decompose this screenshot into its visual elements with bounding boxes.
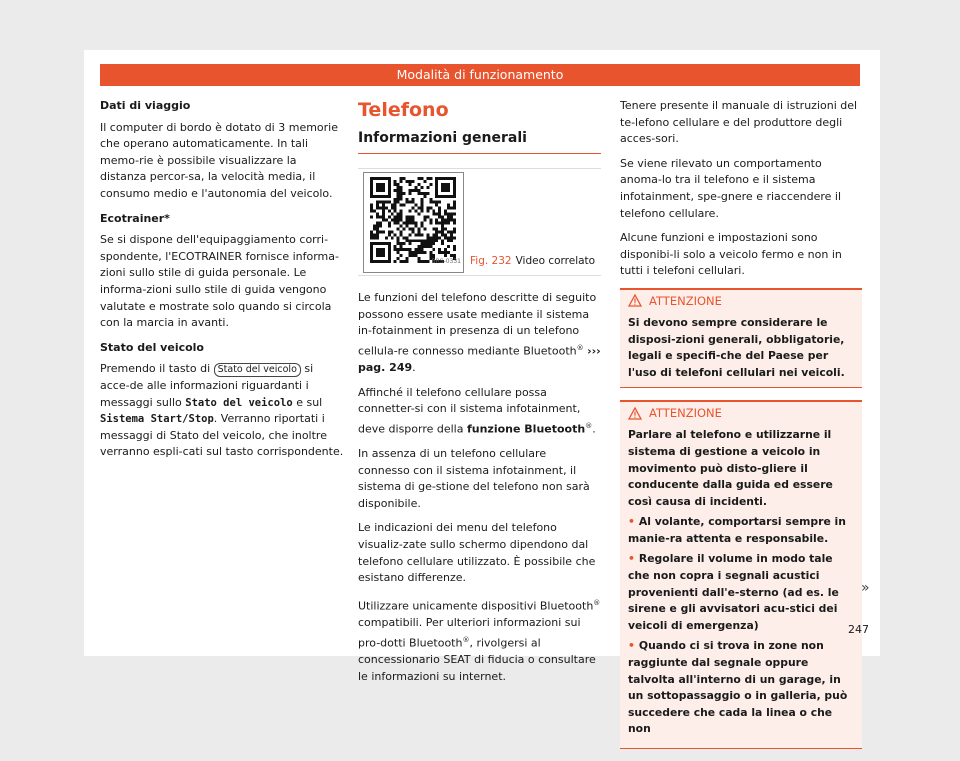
paragraph-phone-3: In assenza di un telefono cellulare connesso con il sistema infotainment, il sistema di ge-stione del telefono non sarà disponibile. [358, 447, 590, 510]
paragraph-trip-data: Il computer di bordo è dotato di 3 memorie che operano automaticamente. In tali memo-rie è possibile visualizzare la distanza percor-sa, la velocità media, il consumo medio e l'autonomia del veicolo. [100, 120, 339, 200]
paragraph-manual: Tenere presente il manuale di istruzioni del te-lefono cellulare e del produttore degli acces-sori. [620, 99, 858, 146]
text-segment: si acce-de alle informazioni riguardanti i messaggi sullo [100, 362, 314, 409]
warning-bullet: • Al volante, comportarsi sempre in manie-ra attenta e responsabile. [628, 514, 854, 547]
page-number: 247 [848, 623, 869, 636]
warning-bullet: • Quando ci si trova in zone non raggiunte dal segnale oppure talvolta all'interno di un garage, in un sottopassaggio o in galleria, può succedere che cada la linea o che non [628, 638, 854, 738]
warning-header [628, 402, 854, 424]
warning-header [628, 290, 854, 312]
heading-vehicle-status: Stato del veicolo [100, 340, 204, 354]
heading-trip-data: Dati di viaggio [100, 99, 191, 112]
paragraph-availability: Alcune funzioni e impostazioni sono disponibi-li solo a veicolo fermo e non in tutti i telefoni cellulari. [620, 231, 842, 278]
warning-title: ATTENZIONE [649, 293, 722, 308]
text-segment: . Verranno riportati i messaggi di Stato del veicolo, che inoltre verranno espli-cati sul tasto corrispondente. [100, 412, 344, 459]
warning-text: Si devono sempre considerare le disposi-zioni generali, obbligatorie, legali e specifi-che del Paese per l'uso di telefoni cellulari nei veicoli. [628, 315, 845, 379]
warning-box-driving [620, 400, 862, 749]
page-reference-link[interactable]: ››› pag. 249 [358, 344, 601, 375]
qr-code-icon[interactable] [363, 172, 464, 273]
menu-label-vehicle-status: Stato del veicolo [185, 396, 293, 409]
warning-text: Parlare al telefono e utilizzarne il sistema di gestione a veicolo in movimento può disto-gliere il conducente dalla guida ed essere così causa di incidenti. [628, 428, 833, 508]
paragraph-phone-5: Utilizzare unicamente dispositivi Bluetooth® compatibili. Per ulteriori informazioni sui pro-dotti Bluetooth®, rivolgersi al concessionario SEAT di fiducia o consultare le informazioni su internet. [358, 598, 601, 683]
column-left [100, 98, 345, 469]
paragraph-phone-1: Le funzioni del telefono descritte di seguito possono essere usate mediante il sistema in-fotainment in presenza di un telefono cellula-re connesso mediante Bluetooth® ››› pag. 249. [358, 291, 601, 375]
figure-number: Fig. 232 [470, 255, 512, 267]
paragraph-phone-2: Affinché il telefono cellulare possa connetter-si con il sistema infotainment, deve disporre della funzione Bluetooth®. [358, 385, 596, 436]
text-segment: Premendo il tasto di [100, 362, 211, 376]
text-segment: compatibili. Per ulteriori informazioni sui pro-dotti Bluetooth [358, 616, 581, 650]
column-middle [358, 98, 601, 693]
column-right [620, 98, 862, 761]
paragraph-ecotrainer: Se si dispone dell'equipaggiamento corri-spondente, l'ECOTRAINER fornisce informa-zioni sullo stile di guida personale. Le informa-zioni sullo stile di guida vengono valutate e mostrate solo quando si circola con la marcia in avanti. [100, 233, 339, 330]
figure-caption [470, 253, 595, 270]
menu-label-start-stop: Sistema Start/Stop [100, 413, 214, 426]
figure-code: BRS-0331 [431, 258, 461, 266]
paragraph-vehicle-status [100, 361, 345, 461]
text-segment: e sul [292, 395, 323, 409]
page-header: Modalità di funzionamento [100, 64, 860, 86]
warning-triangle-icon [628, 407, 642, 420]
vehicle-status-key: Stato del veicolo [214, 363, 301, 377]
warning-triangle-icon [628, 294, 642, 307]
text-segment: Affinché il telefono cellulare possa connetter-si con il sistema infotainment, deve disporre della [358, 385, 581, 436]
heading-ecotrainer: Ecotrainer* [100, 211, 170, 225]
section-subtitle: Informazioni generali [358, 128, 601, 154]
figure-caption-text: Video correlato [515, 255, 596, 267]
paragraph-phone-4: Le indicazioni dei menu del telefono visualiz-zate sullo schermo dipendono dal telefono cellulare utilizzato. È possibile che esistano differenze. [358, 521, 596, 585]
section-title: Telefono [358, 99, 449, 121]
text-segment: , rivolgersi al concessionario SEAT di fiducia o consultare le informazioni su internet. [358, 636, 596, 683]
continue-arrow-icon: » [861, 580, 870, 596]
text-segment: Utilizzare unicamente dispositivi Bluetooth [358, 599, 594, 613]
warning-content [628, 427, 854, 738]
text-segment: Le funzioni del telefono descritte di seguito possono essere usate mediante il sistema in-fotainment in presenza di un telefono cellula-re connesso mediante Bluetooth [358, 291, 597, 358]
figure-video [358, 168, 601, 276]
warning-title: ATTENZIONE [649, 406, 722, 421]
bold-bluetooth: funzione Bluetooth [466, 422, 586, 436]
warning-bullet: • Regolare il volume in modo tale che non copra i segnali acustici provenienti dall'e-sterno (ad es. le sirene e gli avvisatori acu-stici dei veicoli di emergenza) [628, 551, 854, 634]
paragraph-anomaly: Se viene rilevato un comportamento anoma-lo tra il telefono e il sistema infotainment, spe-gnere e riaccendere il telefono cellulare. [620, 156, 842, 220]
warning-box-legal [620, 288, 862, 388]
